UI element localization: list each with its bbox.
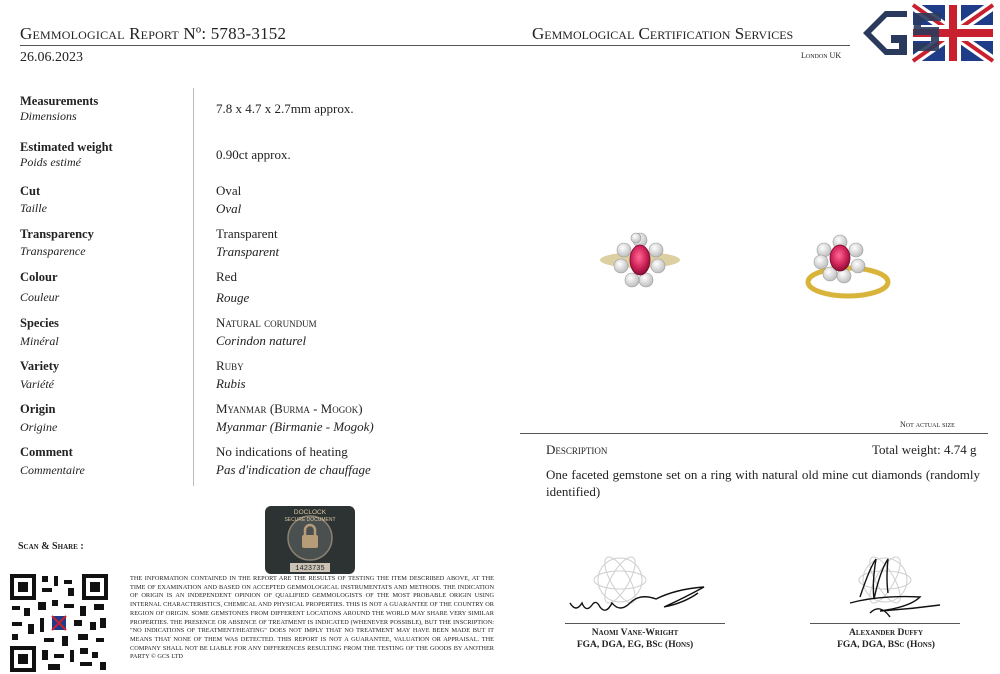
- value-comment: No indications of heating: [216, 444, 348, 459]
- value-comment-fr: Pas d'indication de chauffage: [216, 462, 371, 477]
- qr-code-icon[interactable]: [8, 572, 110, 674]
- label-colour: Colour: [20, 270, 58, 284]
- signatory-1-name: Naomi Vane-Wright: [591, 628, 679, 638]
- seal-brand: DOCLOCK: [293, 509, 327, 516]
- scan-share-label: Scan & Share :: [18, 541, 84, 552]
- label-species-fr: Minéral: [20, 334, 59, 348]
- label-colour-fr: Couleur: [20, 290, 60, 304]
- company-location: London UK: [801, 51, 842, 60]
- value-species: Natural corundum: [216, 315, 317, 330]
- signatory-2-quals: FGA, DGA, BSc (Hons): [837, 640, 935, 650]
- label-comment-fr: Commentaire: [20, 463, 85, 477]
- label-comment: Comment: [20, 445, 73, 459]
- signature-vane-wright: [560, 555, 730, 635]
- value-cut-fr: Oval: [216, 201, 242, 216]
- label-species: Species: [20, 316, 59, 330]
- ring-side-view: [808, 235, 888, 296]
- description-text: One faceted gemstone set on a ring with natural old mine cut diamonds (randomly identified): [546, 467, 980, 499]
- value-variety-fr: Rubis: [216, 376, 246, 391]
- value-transparency: Transparent: [216, 226, 278, 241]
- total-weight: Total weight: 4.74 g: [872, 442, 977, 457]
- value-colour: Red: [216, 269, 237, 284]
- label-variety-fr: Variété: [20, 377, 54, 391]
- value-variety: Ruby: [216, 358, 244, 373]
- field-column-divider: [193, 88, 194, 486]
- description-title: Description: [546, 442, 608, 457]
- signatory-1-quals: FGA, DGA, EG, BSc (Hons): [576, 640, 694, 650]
- label-weight: Estimated weight: [20, 140, 113, 154]
- gcs-logo-icon: [855, 3, 995, 63]
- label-measurements: Measurements: [20, 94, 99, 108]
- report-date: 26.06.2023: [20, 50, 83, 65]
- label-weight-fr: Poids estimé: [20, 155, 81, 169]
- value-origin-fr: Myanmar (Birmanie - Mogok): [216, 419, 374, 434]
- label-measurements-fr: Dimensions: [20, 109, 77, 123]
- disclaimer-text: THE INFORMATION CONTAINED IN THE REPORT ARE THE RESULTS OF TESTING THE ITEM DESCRIBED ABOVE, AT THE TIME OF EXAMINATION AND BASED ON ACCEPTED GEMMOLOGICAL INSTRUMENTATS AND METHODS. THE INDICATION OF ORIGIN IS AN INDEPENDENT OPINION OF QUALIFIED GEMMOLOGISTS OF THE MOST PROBABLE ORIGIN USING INTERNAL CHARACTERISTICS, CHEMICAL AND PHYSICAL PROPERTIES. THIS IS NOT A GUARANTEE OF THE COUNTRY OR REGION OF ORIGIN. SOME GEMSTONES FROM DIFFERENT LOCATIONS AROUND THE WORLD MAY SHARE VERY SIMILAR PROPERTIES. THE PRESENCE OR ABSENCE OF TREATMENT IS INDICATED (WHENEVER POSSIBLE), BUT THE INSCRIPTION: "NO INDICATIONS OF TREATMENT/HEATING" DOES NOT IMPLY THAT NO TREATMENT MAY HAVE BEEN MADE BUT IT MEANS THAT NONE OF THEM WAS DETECTED. THIS REPORT IS NOT A GUARANTEE, VALUATION OR APPRAISAL. THE COMPANY SHALL NOT BE LIABLE FOR ANY DIFFERENCES RESULTING FROM THE TESTING OF THE GOODS BY ANOTHER PARTY © GCS LTD: [130, 575, 494, 661]
- signatory-2-name: Alexander Duffy: [848, 628, 924, 638]
- label-variety: Variety: [20, 359, 60, 373]
- label-origin: Origin: [20, 402, 56, 416]
- value-species-fr: Corindon naturel: [216, 333, 307, 348]
- seal-number: 1423735: [295, 565, 325, 573]
- header-divider: [20, 45, 850, 46]
- description-divider: [520, 433, 988, 434]
- label-cut-fr: Taille: [20, 201, 47, 215]
- value-measurements: 7.8 x 4.7 x 2.7mm approx.: [216, 101, 354, 116]
- secure-document-seal: [264, 505, 356, 575]
- value-cut: Oval: [216, 183, 242, 198]
- ring-top-view: [600, 233, 680, 287]
- label-origin-fr: Origine: [20, 420, 58, 434]
- label-cut: Cut: [20, 184, 41, 198]
- report-title: Gemmological Report Nº: 5783-3152: [20, 24, 287, 43]
- label-transparency: Transparency: [20, 227, 94, 241]
- seal-text: SECURE DOCUMENT: [284, 517, 336, 523]
- value-colour-fr: Rouge: [216, 290, 250, 305]
- value-weight: 0.90ct approx.: [216, 147, 291, 162]
- company-name: Gemmological Certification Services: [532, 24, 794, 43]
- value-origin: Myanmar (Burma - Mogok): [216, 401, 363, 416]
- not-actual-size-note: Not actual size: [900, 420, 955, 429]
- value-transparency-fr: Transparent: [216, 244, 280, 259]
- label-transparency-fr: Transparence: [20, 244, 86, 258]
- ring-photo: [600, 220, 910, 320]
- signature-duffy: [800, 555, 970, 635]
